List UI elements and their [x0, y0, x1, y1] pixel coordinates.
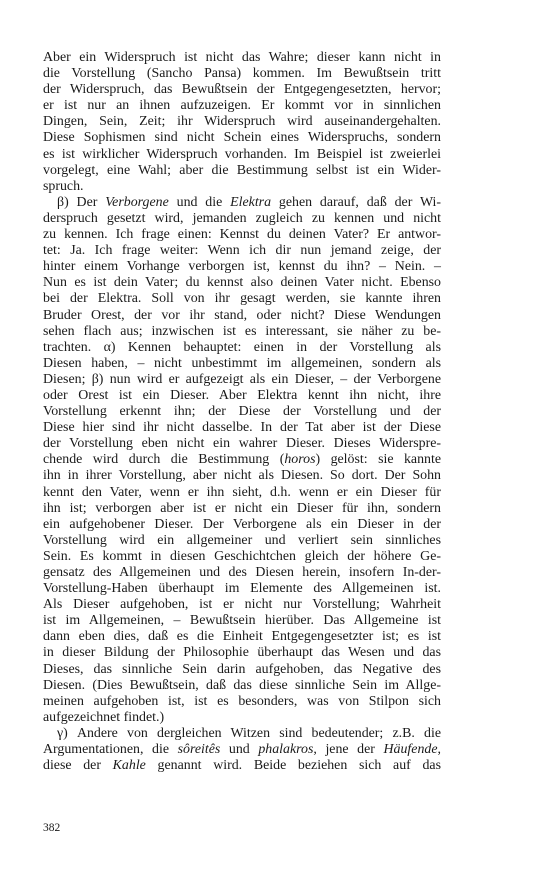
text-line: Diese Sophismen sind nicht Schein eines Widerspruchs, sondern	[43, 130, 441, 146]
text-line: Sein. Es kommt in diesen Geschichtchen gleich der höhere Ge-	[43, 548, 441, 564]
text-line: ihn ist; verborgen aber ist er nicht ein Dieser für ihn, sondern	[43, 500, 441, 516]
text-line: zu kennen. Ich frage einen: Kennst du deinen Vater? Er antwor-	[43, 227, 441, 243]
body-text	[43, 50, 441, 774]
text-line: chende wird durch die Bestimmung (horos) gelöst: sie kannte	[43, 452, 441, 468]
text-line: ein aufgehobener Dieser. Der Verborgene als ein Dieser in der	[43, 516, 441, 532]
text-line: vorgelegt, eine Wahl; aber die Bestimmung selbst ist ein Wider-	[43, 162, 441, 178]
text-line: der Vorstellung eben nicht ein wahrer Dieser. Dieses Widerspre-	[43, 436, 441, 452]
text-line: Diese hier sind ihr nicht dasselbe. In der Tat aber ist der Diese	[43, 420, 441, 436]
text-line: ist im Allgemeinen, – Bewußtsein hierüber. Das Allgemeine ist	[43, 613, 441, 629]
text-line: derspruch gesetzt wird, jemanden zugleich zu kennen und nicht	[43, 210, 441, 226]
text-line: sehen flach aus; inzwischen ist es interessant, sie näher zu be-	[43, 323, 441, 339]
text-line: es ist wirklicher Widerspruch vorhanden. Im Beispiel ist zweierlei	[43, 146, 441, 162]
text-line: Aber ein Widerspruch ist nicht das Wahre; dieser kann nicht in	[43, 50, 441, 65]
text-line: Vorstellung wird ein allgemeiner und verliert sein sinnliches	[43, 532, 441, 548]
text-line: diese der Kahle genannt wird. Beide beziehen sich auf das	[43, 758, 441, 774]
text-line: er ist nur an ihnen aufzuzeigen. Er kommt vor in sinnlichen	[43, 98, 441, 114]
text-line: gensatz des Allgemeinen und des Diesen herein, insofern In-der-	[43, 565, 441, 580]
text-line: spruch.	[43, 178, 84, 194]
text-line: Dingen, Sein, Zeit; ihr Widerspruch wird auseinandergehalten.	[43, 114, 441, 130]
text-line: ihn in ihrer Vorstellung, aber nicht als Diesen. So dort. Der Sohn	[43, 468, 441, 484]
text-line: Diesen. (Dies Bewußtsein, daß das diese sinnliche Sein im Allge-	[43, 677, 441, 693]
text-line: Dieses, das sinnliche Sein darin aufgehoben, das Negative des	[43, 661, 441, 677]
text-line: die Vorstellung (Sancho Pansa) kommen. Im Bewußtsein tritt	[43, 66, 441, 82]
text-line: Nun es ist dein Vater; du kennst also deinen Vater nicht. Ebenso	[43, 275, 441, 291]
text-line: γ) Andere von dergleichen Witzen sind bedeutender; z.B. die	[57, 725, 441, 741]
text-line: β) Der Verborgene und die Elektra gehen darauf, daß der Wi-	[57, 194, 441, 210]
text-line: Diesen; β) nun wird er aufgezeigt als ein Dieser, – der Verborgene	[43, 371, 441, 387]
text-line: Diesen haben, – nicht unbestimmt im allgemeinen, sondern als	[43, 355, 441, 371]
text-line: meinen aufgehoben ist, ist es besonders, was von Stilpon sich	[43, 693, 441, 709]
text-line: trachten. α) Kennen behauptet: einen in der Vorstellung als	[43, 339, 441, 355]
text-line: aufgezeichnet findet.)	[43, 709, 165, 725]
page-number: 382	[43, 822, 61, 834]
text-line: in dieser Bildung der Philosophie überhaupt das Wesen und das	[43, 645, 441, 661]
text-line: Vorstellung-Haben überhaupt im Elemente des Allgemeinen ist.	[43, 581, 441, 597]
text-line: bei der Elektra. Soll von ihr gesagt werden, sie kannte ihren	[43, 291, 441, 307]
text-line: der Widerspruch, das Bewußtsein der Entgegengesetzten, hervor;	[43, 82, 441, 98]
text-line: Argumentationen, die sôreitês und phalakros, jene der Häufende,	[43, 742, 441, 758]
text-line: oder Orest ist ein Dieser. Aber Elektra kennt ihn nicht, ihre	[43, 387, 441, 403]
text-line: tet: Ja. Ich frage weiter: Wenn ich dir nun jemand zeige, der	[43, 243, 441, 259]
text-line: Als Dieser aufgehoben, ist er nicht nur Vorstellung; Wahrheit	[43, 597, 441, 613]
text-line: dann eben dies, daß es die Einheit Entgegengesetzter ist; es ist	[43, 629, 441, 645]
text-line: hinter einem Vorhange verborgen ist, kennst du ihn? – Nein. –	[43, 259, 441, 275]
text-line: Bruder Orest, der vor ihr stand, oder nicht? Diese Wendungen	[43, 307, 441, 323]
text-line: kennt den Vater, wenn er ihn sieht, d.h. wenn er ein Dieser für	[43, 484, 441, 500]
text-line: Vorstellung erkennt ihn; der Diese der Vorstellung und der	[43, 404, 441, 420]
